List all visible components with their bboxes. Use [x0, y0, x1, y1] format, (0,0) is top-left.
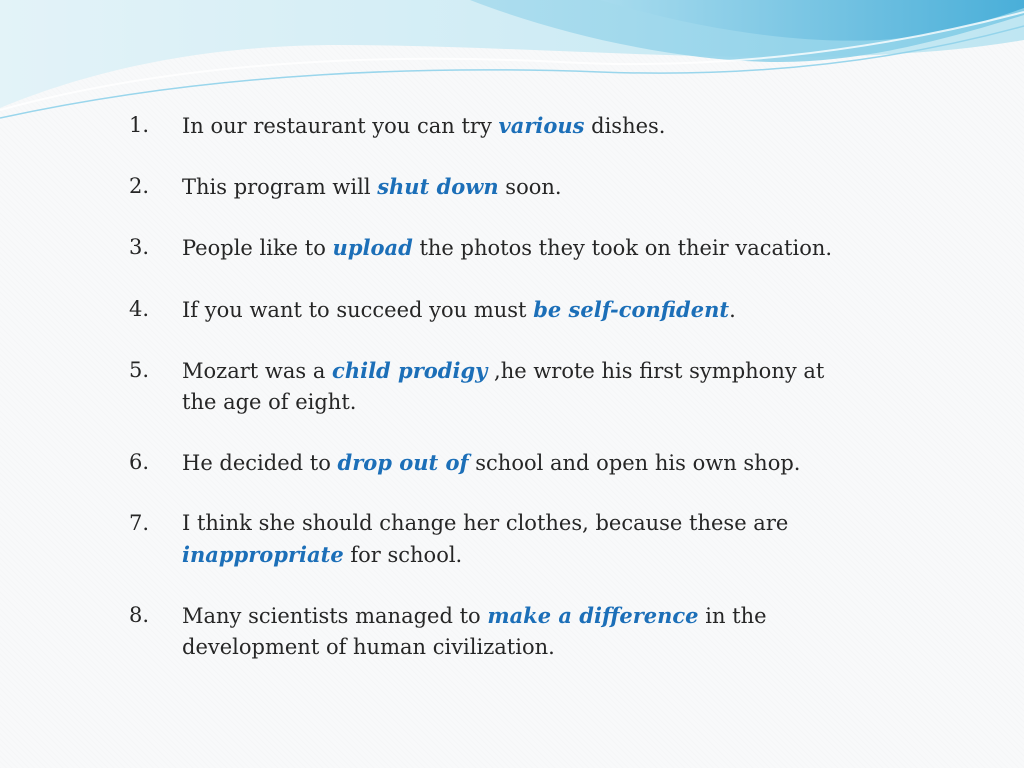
item-sentence: Many scientists managed to make a difference in the development of human civilization. [182, 603, 767, 659]
highlight-term: be self-confident [533, 297, 730, 322]
highlight-term: various [498, 113, 585, 138]
item-number: 1. [129, 113, 150, 137]
item-number: 7. [129, 511, 150, 535]
item-number: 5. [129, 358, 150, 382]
highlight-term: inappropriate [182, 542, 344, 567]
highlight-term: child prodigy [332, 358, 488, 383]
item-sentence: This program will shut down soon. [182, 174, 562, 199]
item-sentence: Mozart was a child prodigy ,he wrote his first symphony at the age of eight. [182, 358, 825, 414]
highlight-term: drop out of [337, 450, 469, 475]
item-sentence: People like to upload the photos they took on their vacation. [182, 235, 833, 260]
item-sentence: In our restaurant you can try various dishes. [182, 113, 666, 138]
item-number: 8. [129, 603, 150, 627]
item-sentence: If you want to succeed you must be self-confident. [182, 297, 736, 322]
item-number: 6. [129, 450, 150, 474]
highlight-term: shut down [377, 174, 499, 199]
item-sentence: He decided to drop out of school and open his own shop. [182, 450, 801, 475]
item-sentence: I think she should change her clothes, because these are inappropriate for school. [182, 511, 789, 567]
item-number: 2. [129, 174, 150, 198]
highlight-term: make a difference [487, 603, 699, 628]
item-number: 4. [129, 297, 150, 321]
item-number: 3. [129, 235, 150, 259]
highlight-term: upload [332, 235, 413, 260]
